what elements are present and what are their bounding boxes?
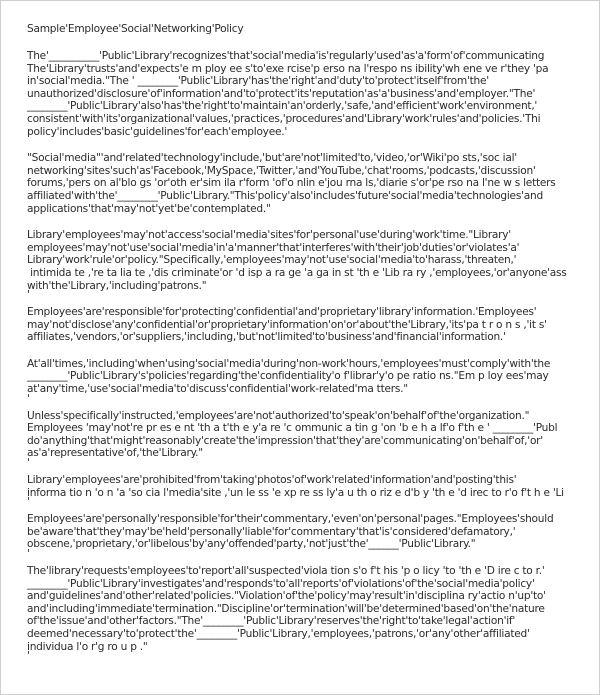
paragraph-line: in'social'media."The ' ________'Public'Library'has'the'right'and'duty'to'protect'itself'from'the' (27, 75, 489, 88)
paragraph-line: ________'Public'Library's'policies'regarding'the'confidentiality'o f'librar'y'o pe ratio ns."Em p loy ees'may (27, 370, 549, 383)
paragraph-line: be'aware'that'they'may'be'held'personally'liable'for'commentary'that'is'considered'defamatory,' (27, 525, 516, 538)
paragraph-line: employees'may'not'use'social'media'in'a'manner'that'interferes'with'their'job'duties'or'violates'a' (27, 241, 520, 254)
paragraph (27, 229, 600, 302)
paragraph-line: policy'includes'basic'guidelines'for'each'employee.' (27, 125, 288, 138)
paragraph-trail-mark: ' (27, 548, 30, 560)
paragraph-line: consistent'with'its'organizational'values,'practices,'procedures'and'Library'work'rules'and'policies.'Thi (27, 112, 541, 125)
paragraph (27, 565, 600, 663)
paragraph-line: networking'sites'such'as'Facebook,'MySpace,'Twitter,'and'YouTube,'chat'rooms,'podcasts,'discussion' (27, 164, 536, 177)
paragraph-line: informa tio n 'o n 'a 'so cia l'media'site ,'un le ss 'e xp re ss ly'a u th o riz e d'b y 'th e 'd irec to r'o f't h e 'Li (27, 486, 564, 499)
paragraph (27, 152, 600, 222)
paragraph (27, 358, 600, 403)
paragraph-line: Library'work'rule'or'policy."Specifically,'employees'may'not'use'social'media'to'harass,'threaten,' (27, 254, 517, 267)
paragraph-line: Unless'specifically'instructed,'employees'are'not'authorized'to'speak'on'behalf'of'the'organization." (27, 409, 530, 422)
paragraph-line: affiliated'with'the'________'Public'Library."This'policy'also'includes'future'social'media'technologies'and (27, 189, 543, 202)
paragraph-line: with'the'Library,'including'patrons." (27, 279, 207, 292)
paragraph-line: and'guidelines'and'other'related'policies."Violation'of'the'policy'may'result'in'disciplina ry'actio n'up'to' (27, 590, 546, 603)
paragraph (27, 306, 600, 351)
paragraph-line: do'anything'that'might'reasonably'create'the'impression'that'they'are'communicating'on'behalf'of,'or' (27, 434, 543, 447)
paragraph-line: of'the'issue'and'other'factors."The'________'Public'Library'reserves'the'right'to'take'legal'action'if' (27, 615, 516, 628)
paragraph-line: Employees'are'personally'responsible'for'their'commentary,'even'on'personal'pages."Employees'should (27, 513, 554, 526)
paragraph-line: intimida te ,'re ta lia te ,'dis criminate'or 'd isp a ra ge 'a ga in st 'th e 'Lib ra ry ,'employees,'or'anyone'ass (27, 266, 567, 279)
paragraph (27, 50, 600, 145)
paragraph-line: The'library'requests'employees'to'report'all'suspected'viola tion s'o f't his 'p o licy 'to 'th e 'D ire c to r.' (27, 565, 545, 577)
paragraph-line: deemed'necessary'to'protect'the'________'Public'Library,'employees,'patrons,'or'any'other'affiliated' (27, 627, 530, 640)
paragraph-trail-mark: ' (27, 496, 30, 509)
paragraph-line: Employees'are'responsible'for'protecting'confidential'and'proprietary'library'information.'Employees' (27, 306, 537, 319)
paragraph-trail-mark: ' (27, 650, 30, 663)
paragraph-line: The'Library'trusts'and'expects'e m ploy ee s'to'exe rcise'p erso na l'respo ns ibility'wh ene ve r'they 'pa (27, 62, 549, 75)
paragraph-trail-mark (27, 138, 600, 145)
paragraph-line: ________'Public'Library'also'has'the'right'to'maintain'an'orderly,'safe,'and'efficient'work'environment,' (27, 100, 538, 113)
paragraph-line: forums,'pers on al'blo gs 'or'oth er'sim ila r'form 'of'o nlin e'jou rna ls,'diarie s'or'pe rso na l'ne w s letters (27, 177, 556, 190)
paragraph-line: obscene,'proprietary,'or'libelous'by'any'offended'party,'not'just'the'______'Public'Library." (27, 538, 476, 551)
paragraph-line: may'not'disclose'any'confidential'or'proprietary'information'on'or'about'the'Library,'its'pa t r o n s ,'it s' (27, 318, 547, 331)
paragraph (27, 474, 600, 509)
paragraph-trail-mark (27, 344, 600, 351)
paragraph-line: Library'employees'may'not'access'social'media'sites'for'personal'use'during'work'time."Library' (27, 229, 511, 242)
paragraph-trail-mark: ' (27, 289, 30, 302)
document-title: Sample'Employee'Social'Networking'Policy (27, 23, 244, 35)
paragraph-trail-mark (27, 215, 600, 222)
paragraph-line: as'a'representative'of,'the'Library." (27, 447, 203, 460)
paragraph (27, 409, 600, 470)
paragraph-line: The'__________'Public'Library'recognizes'that'social'media'is'regularly'used'as'a'form'of'communicating (27, 50, 545, 62)
paragraph-line: ________'Public'Library'investigates'and'responds'to'all'reports'of'violations'of'the'social'media'policy' (27, 577, 535, 590)
paragraph-line: unauthorized'disclosure'of'information'and'to'protect'its'reputation'as'a'business'and'employer."The' (27, 87, 536, 100)
paragraph-line: individua l'o r'g ro u p ." (27, 640, 148, 653)
paragraph-line: Library'employees'are'prohibited'from'taking'photos'of'work'related'information'and'posting'this' (27, 474, 517, 487)
paragraph-line: At'all'times,'including'when'using'social'media'during'non-work'hours,'employees'must'comply'with'the (27, 357, 551, 370)
paragraph-line: and'including'immediate'termination."Discipline'or'termination'will'be'determined'based'on'the'nature (27, 602, 545, 615)
paragraph-line: Employees 'may'not're pr es e nt 'th a t'th e y'a re 'c ommunic a tin g 'on 'b e h a lf'o f'th e ' ________'Publ (27, 422, 558, 435)
paragraph-line: "Social'media"'and'related'technology'include,'but'are'not'limited'to,'video,'or'Wiki'po sts,'soc ial' (27, 152, 517, 165)
paragraph-trail-mark: ' (27, 392, 30, 405)
paragraph-line: affiliates,'vendors,'or'suppliers,'including,'but'not'limited'to'business'and'financial'information.' (27, 331, 506, 344)
paragraph-line: at'any'time,'use'social'media'to'discuss'confidential'work-related'ma tters." (27, 383, 408, 396)
paragraph-line: applications'that'may'not'yet'be'contemplated." (27, 202, 271, 215)
paragraph (27, 513, 600, 558)
paragraph-trail-mark: ' (27, 457, 30, 470)
paragraph-list (27, 50, 600, 663)
document-body (27, 23, 600, 667)
